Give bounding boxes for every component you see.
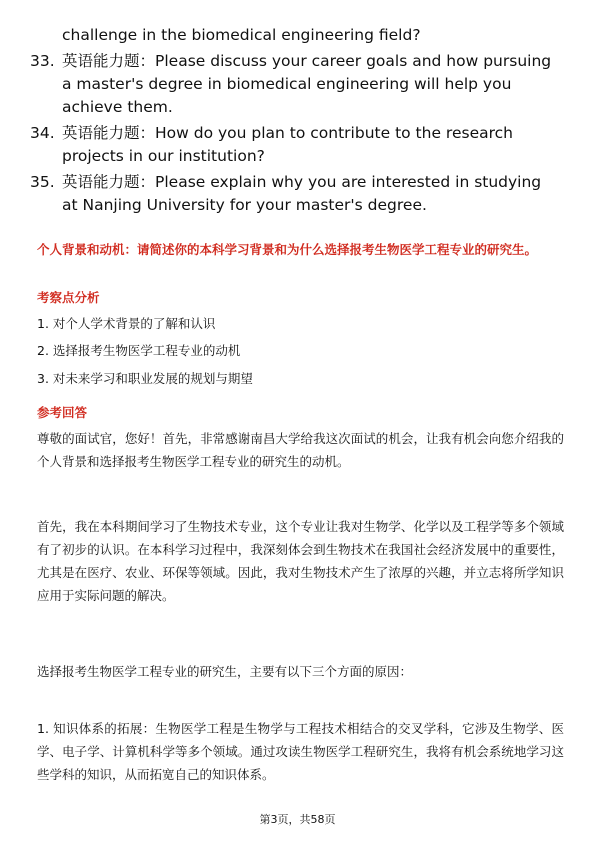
analysis-item: 2. 选择报考生物医学工程专业的动机	[37, 343, 241, 358]
answer-paragraph: 首先，我在本科期间学习了生物技术专业，这个专业让我对生物学、化学以及工程学等多个领域有了初步的认识。在本科学习过程中，我深刻体会到生物技术在我国社会经济发展中的重要性，尤其是在医疗、农业、环保等领域。因此，我对生物技术产生了浓厚的兴趣，并立志将所学知识应用于实际问题的解决。	[37, 519, 564, 603]
answer-heading: 参考回答	[37, 405, 88, 420]
analysis-item: 1. 对个人学术背景的了解和认识	[37, 316, 216, 331]
analysis-item: 3. 对未来学习和职业发展的规划与期望	[37, 371, 253, 386]
question-number: 34.	[30, 124, 55, 142]
list-item	[30, 171, 560, 217]
answer-paragraph: 1. 知识体系的拓展：生物医学工程是生物学与工程技术相结合的交叉学科，它涉及生物学、医学、电子学、计算机科学等多个领域。通过攻读生物医学工程研究生，我将有机会系统地学习这些学科的知识，从而拓宽自己的知识体系。	[37, 721, 564, 782]
question-text: challenge in the biomedical engineering field?	[62, 26, 421, 44]
question-text: 英语能力题：How do you plan to contribute to the research projects in our institution?	[62, 124, 513, 165]
section-question-heading: 个人背景和动机：请简述你的本科学习背景和为什么选择报考生物医学工程专业的研究生。	[37, 242, 538, 257]
page-number: 第3页，共58页	[259, 813, 336, 826]
list-item	[30, 24, 560, 47]
list-item	[30, 50, 560, 119]
list-item	[30, 122, 560, 168]
question-number: 35.	[30, 173, 55, 191]
answer-paragraph: 尊敬的面试官，您好！首先，非常感谢南昌大学给我这次面试的机会，让我有机会向您介绍我的个人背景和选择报考生物医学工程专业的研究生的动机。	[37, 431, 564, 469]
question-text: 英语能力题：Please explain why you are interested in studying at Nanjing University for your master's degree.	[62, 173, 542, 214]
analysis-heading: 考察点分析	[37, 290, 100, 305]
question-text: 英语能力题：Please discuss your career goals and how pursuing a master's degree in biomedical engineering will help you achieve them.	[62, 52, 552, 116]
answer-paragraph: 选择报考生物医学工程专业的研究生，主要有以下三个方面的原因：	[37, 664, 413, 679]
question-number: 33.	[30, 52, 55, 70]
question-list	[30, 24, 560, 220]
